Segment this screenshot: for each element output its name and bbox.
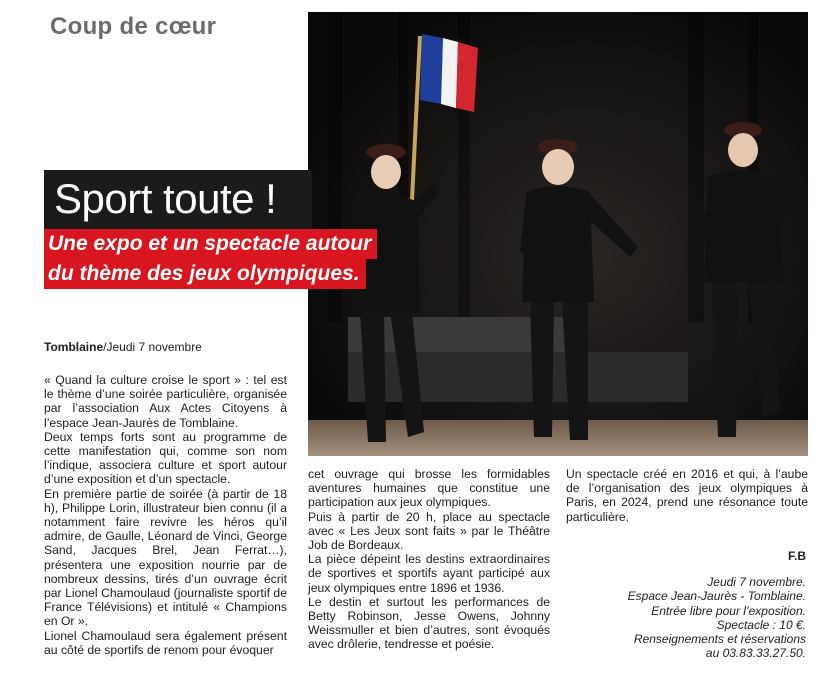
paragraph: Un spectacle créé en 2016 et qui, à l’aube de l’organisation des jeux olympiques à Paris, en 2024, prend une résonance toute particulière. [566,467,808,524]
paragraph: « Quand la culture croise le sport » : tel est le thème d’une soirée particulière, organisée par l’association Aux Actes Citoyens à l’espace Jean-Jaurès de Tomblaine. [44,373,287,430]
practical-info [566,575,806,661]
paragraph: Lionel Chamoulaud sera également présent au côté de sportifs de renom pour évoquer [44,628,287,657]
author-signature: F.B [788,549,806,563]
dateline [44,340,202,354]
paragraph: Puis à partir de 20 h, place au spectacle avec « Les Jeux sont faits » par le Théâtre Job de Bordeaux. [308,509,550,553]
info-line: au 03.83.33.27.50. [705,646,806,661]
article-column-2 [308,467,550,652]
paragraph: cet ouvrage qui brosse les formidables aventures humaines que constitue une participation aux jeux olympiques. [308,467,550,510]
article-column-1 [44,373,287,657]
article-column-3 [566,467,808,524]
paragraph: En première partie de soirée (à partir de 18 h), Philippe Lorin, illustrateur bien connu (il a notamment faire revivre les héros qu’il admire, de Gaulle, Léonard de Vinci, George Sand, Jacques Brel, Jean Ferrat…), présentera une exposition nourrie par de nombreux dessins, tirés d’un ouvrage écrit par Lionel Chamoulaud (journaliste sportif de France Télévisions) et intitulé « Champions en Or ». [44,486,287,629]
section-label: Coup de cœur [50,13,217,40]
headline: Sport toute ! [54,175,277,222]
info-line: Jeudi 7 novembre. [707,575,806,589]
info-line: Renseignements et réservations [633,632,806,647]
french-flag [420,34,478,112]
info-line: Spectacle : 10 €. [716,617,806,632]
subtitle-line: Une expo et un spectacle autour [44,229,377,259]
paragraph: La pièce dépeint les destins extraordinaires de sportives et sportifs ayant participé aux jeux olympiques entre 1896 et 1936. [308,552,550,595]
subtitle [44,229,377,289]
stage-photo [308,12,808,456]
info-line: Entrée libre pour l’exposition. [651,603,806,618]
dateline-place: Tomblaine [44,340,104,354]
paragraph: Deux temps forts sont au programme de cette manifestation qui, comme son nom l’indique, associera culture et sport autour d’une exposition et d’un spectacle. [44,429,287,487]
headline-band [44,170,312,230]
info-line: Espace Jean-Jaurès - Tomblaine. [627,589,806,604]
dateline-date: Jeudi 7 novembre [106,340,202,354]
subtitle-line: du thème des jeux olympiques. [44,259,366,289]
dateline-separator: / [103,340,107,354]
paragraph: Le destin et surtout les performances de Betty Robinson, Jesse Owens, Johnny Weissmuller et bien d’autres, sont évoqués avec drôlerie, tendresse et poésie. [308,594,550,652]
